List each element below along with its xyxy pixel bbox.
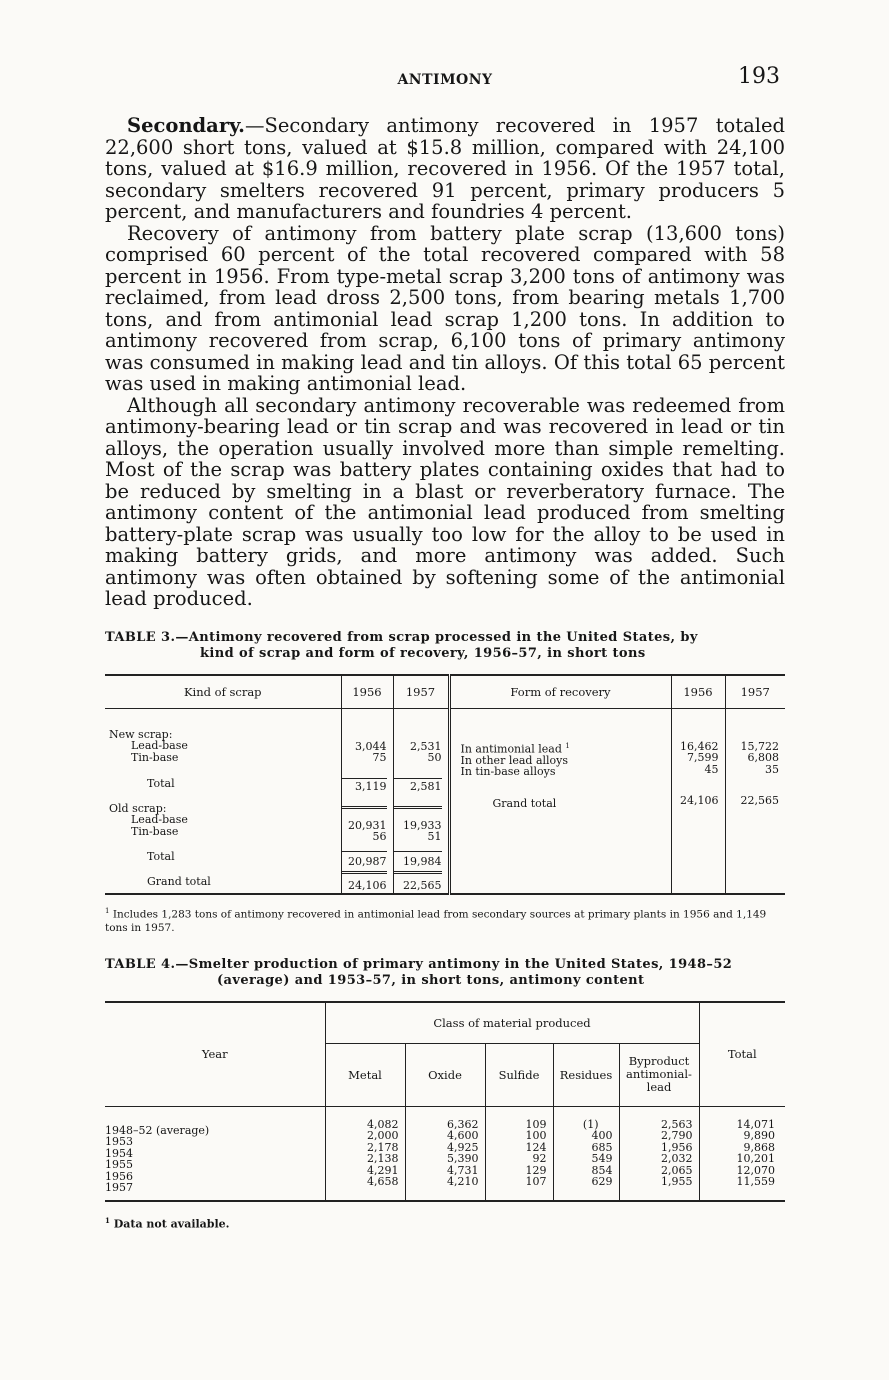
row-label: 1955	[105, 1158, 133, 1171]
cell: 2,138	[367, 1152, 399, 1165]
row-label: Lead-base	[131, 813, 188, 826]
cell: 2,581	[394, 778, 442, 806]
cell: 100	[525, 1129, 547, 1142]
cell: 4,600	[447, 1129, 479, 1142]
cell: 19,933	[394, 806, 442, 832]
cell: 129	[525, 1163, 547, 1177]
table3-caption-line2: kind of scrap and form of recovery, 1956–57, in short tons	[200, 645, 646, 661]
cell: 56	[372, 830, 387, 843]
cell: 7,599	[687, 751, 719, 764]
cell: 22,565	[740, 794, 779, 807]
cell: 20,931	[342, 806, 387, 832]
table4-footnote	[105, 1216, 785, 1231]
cell: 2,531	[410, 739, 442, 753]
cell: 1,956	[661, 1140, 693, 1154]
new-scrap-heading: New scrap:	[109, 727, 173, 741]
form-1956	[671, 708, 725, 894]
col-residues: Residues	[553, 1043, 619, 1106]
old-scrap-1957	[393, 764, 449, 895]
cell: 24,106	[342, 871, 387, 892]
form-1957	[725, 708, 785, 894]
footnote-text: Data not available.	[113, 1217, 230, 1231]
row-label	[451, 741, 671, 755]
running-title: ANTIMONY	[397, 72, 493, 88]
cell: 4,210	[447, 1175, 479, 1188]
cell: 2,790	[661, 1129, 693, 1142]
cell: 35	[765, 762, 779, 776]
col-metal: Metal	[325, 1043, 405, 1106]
row-label: In tin-base alloys	[460, 765, 556, 779]
cell: 3,119	[342, 778, 387, 806]
cell: 16,462	[680, 739, 719, 753]
cell: 20,987	[342, 851, 387, 868]
cell: 6,362	[447, 1117, 479, 1131]
cell: 109	[525, 1117, 547, 1131]
cell: 9,890	[743, 1129, 775, 1142]
table3-footnote	[105, 905, 785, 935]
grand-total-label: Grand total	[147, 874, 211, 888]
table-row	[105, 1106, 785, 1201]
cell: 4,658	[367, 1175, 399, 1188]
col-1957-b: 1957	[725, 675, 785, 709]
row-label: In other lead alloys	[460, 753, 569, 767]
table3-caption-line1: TABLE 3.—Antimony recovered from scrap processed in the United States, by	[105, 629, 698, 645]
cell: 107	[525, 1175, 547, 1188]
page-number: 193	[738, 64, 780, 89]
row-label: 1954	[105, 1146, 133, 1160]
col-sulfide: Sulfide	[485, 1043, 553, 1106]
cell: 6,808	[747, 751, 779, 764]
footnote-text: Includes 1,283 tons of antimony recovered in antimonial lead from secondary sources at primary plants in 1956 and 1,149 tons in 1957.	[105, 908, 767, 934]
cell: 15,722	[740, 739, 779, 753]
col-class-of-material: Class of material produced	[325, 1002, 699, 1044]
footnote-marker: 1	[105, 907, 110, 915]
cell: 629	[591, 1175, 613, 1188]
total-label: Total	[147, 776, 175, 790]
col-kind-of-scrap: Kind of scrap	[105, 675, 341, 709]
year-labels	[105, 1106, 325, 1201]
cell: 12,070	[736, 1163, 775, 1177]
cell: 3,044	[355, 739, 387, 753]
cell: 10,201	[736, 1152, 775, 1165]
table3	[105, 674, 785, 896]
cell: 45	[704, 762, 719, 776]
table-row	[105, 708, 785, 764]
new-scrap-labels	[105, 708, 341, 764]
cell: 2,000	[367, 1129, 399, 1142]
row-label: 1953	[105, 1135, 133, 1148]
metal-values	[325, 1106, 405, 1201]
cell: 51	[427, 830, 442, 843]
cell: 2,065	[661, 1163, 693, 1177]
total-label: Total	[147, 850, 175, 863]
cell: 124	[525, 1140, 547, 1154]
row-label: Tin-base	[131, 750, 179, 764]
col-total: Total	[699, 1002, 785, 1107]
cell: 4,291	[367, 1163, 399, 1177]
paragraph-secondary	[105, 115, 785, 223]
row-label: 1956	[105, 1169, 133, 1183]
table4-header-row1	[105, 1002, 785, 1044]
col-oxide: Oxide	[405, 1043, 485, 1106]
byproduct-values	[619, 1106, 699, 1201]
paragraph-text: —Secondary antimony recovered in 1957 totaled 22,600 short tons, valued at $15.8 million, compared with 24,100 tons, valued at $16.9 million, recovered in 1956. Of the 1957 total, secondary smelters recovered 91 percent, primary producers 5 percent, and manufacturers and foundries 4 percent.	[105, 114, 785, 223]
cell: 4,731	[447, 1163, 479, 1177]
cell: 2,563	[661, 1117, 693, 1131]
cell: 92	[532, 1152, 547, 1165]
cell: 4,925	[447, 1140, 479, 1154]
table4-caption-line1: TABLE 4.—Smelter production of primary antimony in the United States, 1948–52	[105, 956, 733, 972]
total-values	[699, 1106, 785, 1201]
label-text: In antimonial lead	[460, 742, 562, 756]
cell: 400	[591, 1129, 613, 1142]
cell: 854	[591, 1163, 613, 1177]
form-labels	[449, 708, 671, 894]
cell: 75	[372, 751, 387, 764]
cell: 19,984	[394, 851, 442, 868]
old-scrap-labels	[105, 764, 341, 895]
old-scrap-1956	[341, 764, 393, 895]
row-label: 1948–52 (average)	[105, 1123, 210, 1137]
col-1956: 1956	[341, 675, 393, 709]
cell: (1)	[582, 1117, 599, 1131]
col-byproduct: Byproduct antimonial-lead	[619, 1043, 699, 1106]
cell: 5,390	[447, 1152, 479, 1165]
cell: 685	[591, 1140, 613, 1154]
cell: 9,868	[743, 1140, 775, 1154]
row-label: Tin-base	[131, 824, 179, 838]
col-1957: 1957	[393, 675, 449, 709]
cell: 50	[427, 751, 442, 764]
cell: 22,565	[394, 871, 442, 892]
residues-values	[553, 1106, 619, 1201]
cell: 549	[591, 1152, 613, 1165]
page-header	[105, 60, 785, 100]
cell: 14,071	[736, 1117, 775, 1131]
document-page	[105, 60, 785, 1230]
col-form-of-recovery: Form of recovery	[449, 675, 671, 709]
table4	[105, 1001, 785, 1202]
col-1956-b: 1956	[671, 675, 725, 709]
table4-caption-line2: (average) and 1953–57, in short tons, antimony content	[217, 972, 645, 988]
row-label: 1957	[105, 1181, 133, 1194]
paragraph-smelting: Although all secondary antimony recoverable was redeemed from antimony-bearing lead or tin scrap and was recovered in lead or tin alloys, the operation usually involved more than simple remelting. Most of the scrap was battery plates containing oxides that had to be reduced by smelting in a blast or reverberatory furnace. The antimony content of the antimonial lead produced from smelting battery-plate scrap was usually too low for the alloy to be used in making battery grids, and more antimony was added. Such antimony was often obtained by softening some of the antimonial lead produced.	[105, 393, 785, 610]
oxide-values	[405, 1106, 485, 1201]
cell: 4,082	[367, 1117, 399, 1131]
table3-header-row	[105, 675, 785, 709]
table4-caption	[105, 957, 785, 989]
sulfide-values	[485, 1106, 553, 1201]
cell: 1,955	[661, 1175, 693, 1188]
paragraph-lead: Secondary.	[127, 114, 245, 137]
paragraph-recovery: Recovery of antimony from battery plate scrap (13,600 tons) comprised 60 percent of the total recovered compared with 58 percent in 1956. From type-metal scrap 3,200 tons of antimony was reclaimed, from lead dross 2,500 tons, from bearing metals 1,700 tons, and from antimonial lead scrap 1,200 tons. In addition to antimony recovered from scrap, 6,100 tons of primary antimony was consumed in making lead and tin alloys. Of this total 65 percent was used in making antimonial lead.	[105, 221, 785, 395]
old-scrap-heading: Old scrap:	[109, 801, 167, 815]
table3-caption	[105, 630, 785, 662]
cell: 2,032	[661, 1152, 693, 1165]
row-label: Lead-base	[131, 739, 188, 752]
footnote-marker: 1	[565, 741, 570, 750]
new-scrap-1957	[393, 708, 449, 764]
grand-total-label: Grand total	[492, 796, 557, 810]
cell: 24,106	[680, 794, 719, 807]
col-year: Year	[105, 1002, 325, 1107]
new-scrap-1956	[341, 708, 393, 764]
cell: 2,178	[367, 1140, 399, 1154]
cell: 11,559	[736, 1175, 775, 1188]
footnote-marker: 1	[105, 1215, 110, 1225]
